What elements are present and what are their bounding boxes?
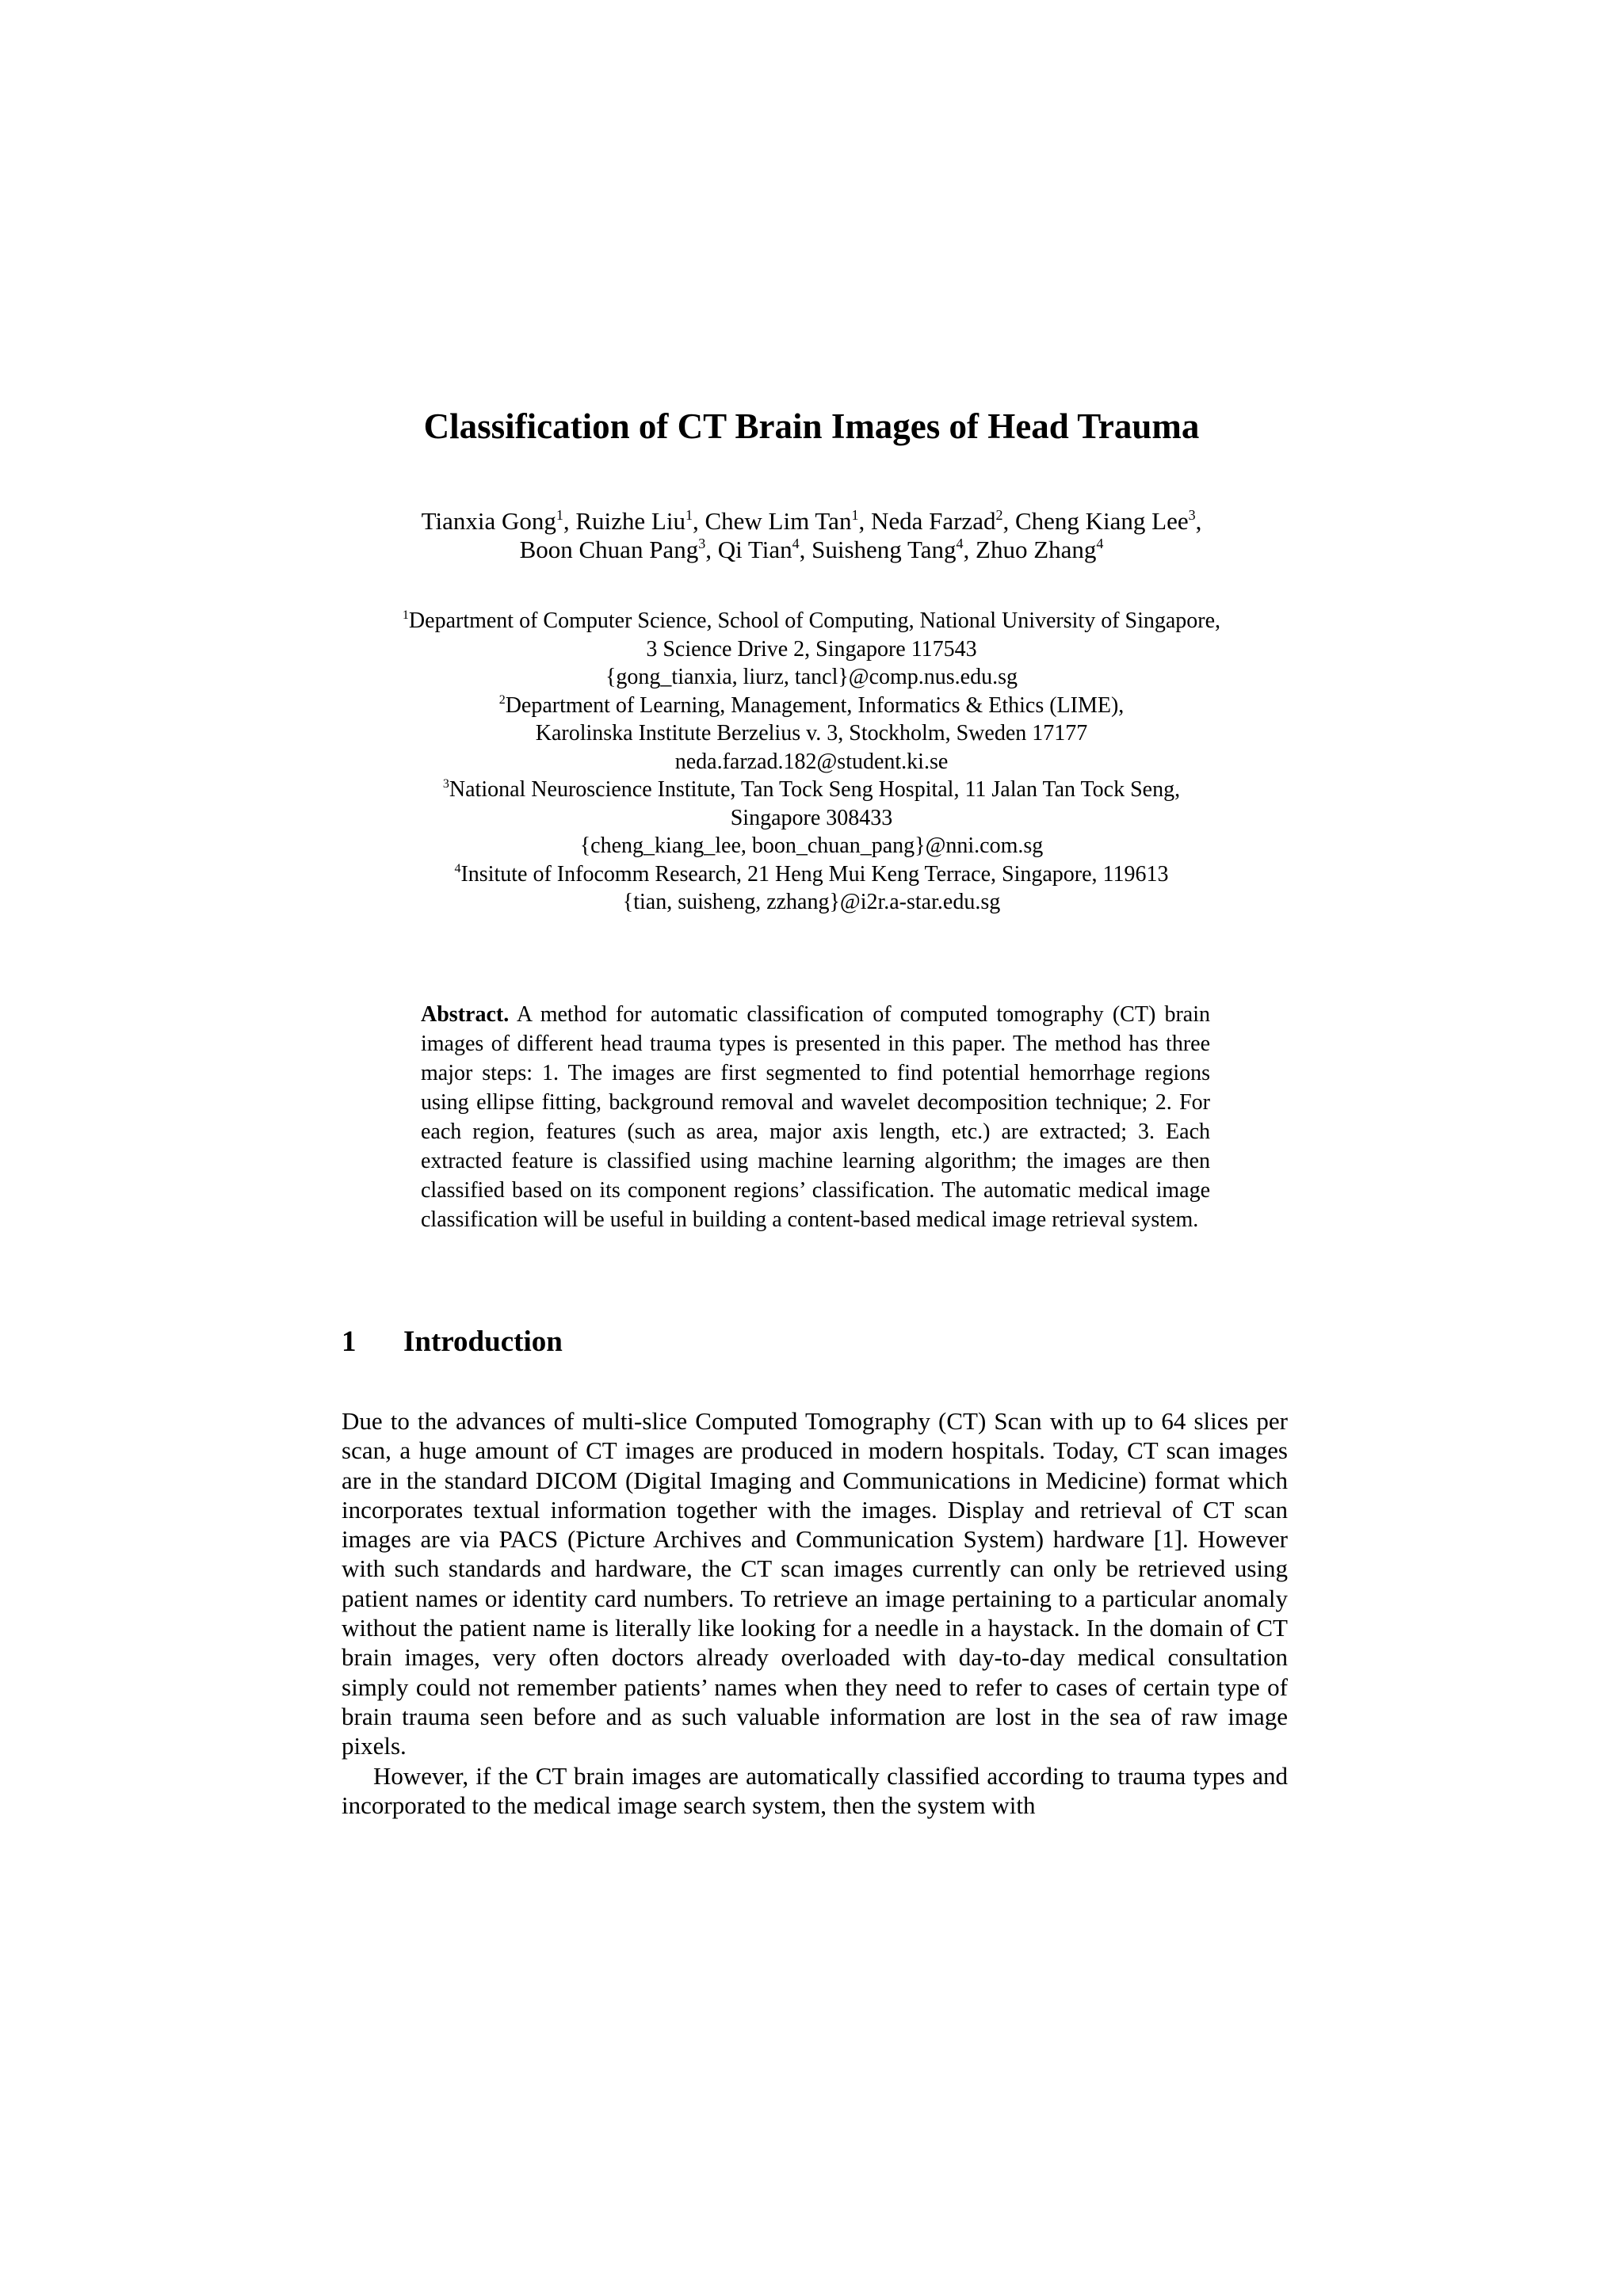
author-name: Boon Chuan Pang: [519, 536, 699, 563]
author-affiliation-mark: 4: [792, 536, 800, 551]
affiliation-list: [0, 607, 1623, 917]
author-separator: ,: [858, 507, 871, 535]
affiliation-email: [0, 888, 1623, 917]
affiliation-text: Singapore 308433: [730, 805, 893, 830]
introduction-body: [342, 1406, 1288, 1820]
affiliation-mark: 2: [498, 692, 506, 707]
abstract: [421, 1000, 1210, 1234]
author-affiliation-mark: 1: [556, 507, 563, 523]
affiliation-line: [0, 776, 1623, 804]
author-name: Suisheng Tang: [812, 536, 957, 563]
author-affiliation-mark: 4: [956, 536, 964, 551]
abstract-text: A method for automatic classification of computed tomography (CT) brain images of different head trauma types is presented in this paper. The method has three major steps: 1. The images are first segmented to find potential hemorrhage regions using ellipse fitting, background removal and wavelet decomposition technique; 2. For each region, features (such as area, major axis length, etc.) are extracted; 3. Each extracted feature is classified using machine learning algorithm; the images are then classified based on its component regions’ classification. The automatic medical image classification will be useful in building a content-based medical image retrieval system.: [421, 1002, 1210, 1232]
author-name: Tianxia Gong: [421, 507, 556, 535]
author-separator: ,: [799, 536, 812, 563]
affiliation-line: [0, 607, 1623, 635]
author-affiliation-mark: 1: [685, 507, 693, 523]
author-affiliation-mark: 3: [1188, 507, 1196, 523]
section-number: 1: [342, 1325, 357, 1358]
author-line-2: [0, 536, 1623, 564]
section-heading-introduction: [342, 1323, 563, 1361]
affiliation-email: [0, 748, 1623, 776]
affiliation-email: [0, 663, 1623, 692]
author-name: Chew Lim Tan: [705, 507, 852, 535]
body-paragraph: Due to the advances of multi-slice Computed Tomography (CT) Scan with up to 64 slices per scan, a huge amount of CT images are produced in modern hospitals. Today, CT scan images are in the standard DICOM (Digital Imaging and Communications in Medicine) format which incorporates textual information together with the images. Display and retrieval of CT scan images are via PACS (Picture Archives and Communication System) hardware [1]. However with such standards and hardware, the CT scan images currently can only be retrieved using patient names or identity card numbers. To retrieve an image pertaining to a particular anomaly without the patient name is literally like looking for a needle in a haystack. In the domain of CT brain images, very often doctors already overloaded with day-to-day medical consultation simply could not remember patients’ names when they need to refer to cases of certain type of brain trauma seen before and as such valuable information are lost in the sea of raw image pixels.: [342, 1407, 1288, 1760]
author-affiliation-mark: 1: [851, 507, 859, 523]
author-name: Zhuo Zhang: [976, 536, 1097, 563]
paper-title: Classification of CT Brain Images of Head Trauma: [423, 406, 1200, 446]
affiliation-text: National Neuroscience Institute, Tan Tock Seng Hospital, 11 Jalan Tan Tock Seng,: [449, 777, 1181, 802]
affiliation-line: [0, 692, 1623, 720]
author-name: Neda Farzad: [870, 507, 996, 535]
affiliation-text: neda.farzad.182@student.ki.se: [674, 749, 949, 774]
affiliation-text: Department of Computer Science, School of Computing, National University of Singapore,: [408, 608, 1221, 633]
author-list: [0, 507, 1623, 564]
affiliation-text: Karolinska Institute Berzelius v. 3, Stockholm, Sweden 17177: [535, 721, 1088, 746]
author-name: Ruizhe Liu: [575, 507, 685, 535]
affiliation-text: 3 Science Drive 2, Singapore 117543: [646, 636, 977, 662]
abstract-label: Abstract.: [421, 1002, 510, 1027]
affiliation-email: [0, 832, 1623, 860]
affiliation-text: {gong_tianxia, liurz, tancl}@comp.nus.edu.sg: [605, 665, 1018, 689]
affiliation-mark: 4: [454, 861, 461, 875]
body-paragraph: However, if the CT brain images are automatically classified according to trauma types and incorporated to the medical image search system, then the system with: [342, 1761, 1288, 1819]
affiliation-mark: 3: [442, 777, 449, 791]
author-separator: ,: [963, 536, 976, 563]
author-line-1: [0, 507, 1623, 536]
affiliation-line: [0, 804, 1623, 833]
author-name: Qi Tian: [717, 536, 792, 563]
author-separator: ,: [705, 536, 718, 563]
author-separator: ,: [692, 507, 705, 535]
author-separator: ,: [1195, 507, 1202, 535]
affiliation-line: [0, 635, 1623, 664]
affiliation-text: Department of Learning, Management, Informatics & Ethics (LIME),: [505, 692, 1125, 718]
author-affiliation-mark: 2: [995, 507, 1003, 523]
affiliation-line: [0, 719, 1623, 748]
section-title: Introduction: [403, 1325, 563, 1358]
affiliation-mark: 1: [402, 608, 409, 622]
affiliation-text: {tian, suisheng, zzhang}@i2r.a-star.edu.sg: [622, 890, 1001, 914]
affiliation-line: [0, 860, 1623, 889]
author-separator: ,: [563, 507, 576, 535]
author-name: Cheng Kiang Lee: [1014, 507, 1189, 535]
author-affiliation-mark: 4: [1096, 536, 1104, 551]
affiliation-text: {cheng_kiang_lee, boon_chuan_pang}@nni.com.sg: [579, 833, 1044, 858]
author-affiliation-mark: 3: [698, 536, 706, 551]
affiliation-text: Insitute of Infocomm Research, 21 Heng Mui Keng Terrace, Singapore, 119613: [460, 861, 1169, 887]
author-separator: ,: [1002, 507, 1015, 535]
